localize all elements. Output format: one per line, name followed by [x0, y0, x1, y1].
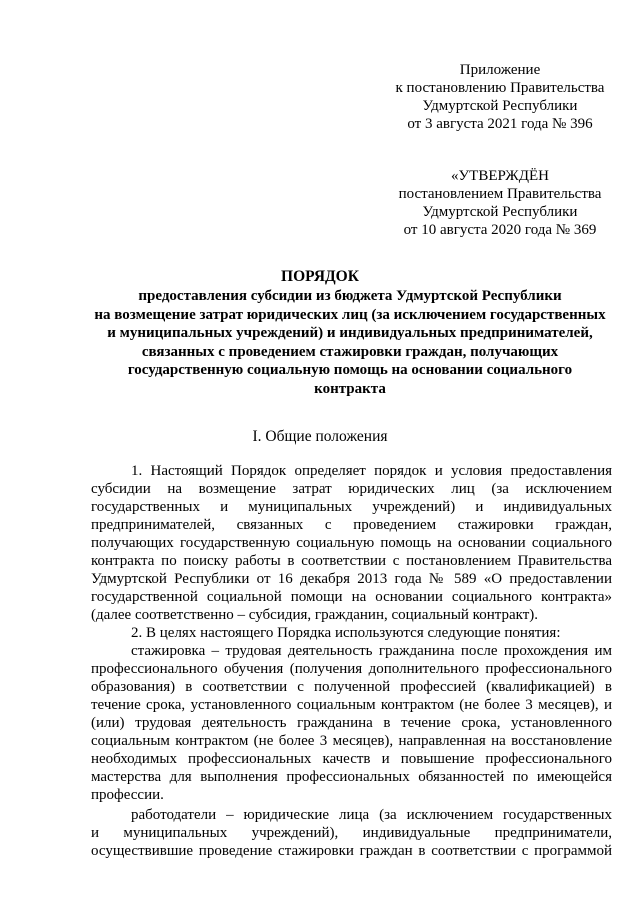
body-line: профессии. — [91, 787, 164, 803]
body-line: предпринимателей, связанных с проведением стажировки граждан, — [91, 517, 612, 533]
section-heading: I. Общие положения — [252, 428, 388, 445]
appendix-line: от 3 августа 2021 года № 396 — [407, 116, 593, 132]
body-line: субсидии на возмещение затрат юридических лиц (за исключением — [91, 481, 612, 497]
body-line: государственных и муниципальных учреждений) и индивидуальных — [91, 499, 612, 515]
appendix-line: Удмуртской Республики — [422, 98, 578, 114]
document-title: ПОРЯДОК — [281, 268, 359, 285]
approval-line: «УТВЕРЖДЁН — [451, 168, 549, 184]
body-line: Удмуртской Республики от 16 декабря 2013 года № 589 «О предоставлении — [91, 571, 612, 587]
body-line: 2. В целях настоящего Порядка используются следующие понятия: — [131, 625, 561, 641]
approval-line: Удмуртской Республики — [422, 204, 578, 220]
approval-block — [390, 167, 610, 239]
body-line: социальным контрактом (не более 3 месяцев), направленная на восстановление — [91, 733, 612, 749]
body-line: образования) в соответствии с полученной профессией (квалификацией) в — [91, 679, 612, 695]
body-line: мастерства для выполнения профессиональных обязанностей по имеющейся — [91, 769, 612, 785]
approval-line: постановлением Правительства — [398, 186, 602, 202]
appendix-block — [390, 61, 610, 133]
document-subtitle — [80, 287, 620, 398]
body-line: (далее соответственно – субсидия, гражданин, социальный контракт). — [91, 607, 539, 623]
subtitle-line: на возмещение затрат юридических лиц (за исключением государственных — [94, 306, 606, 323]
body-line: течение срока, установленного социальным контрактом (не более 3 месяцев), и — [91, 697, 612, 713]
body-line: 1. Настоящий Порядок определяет порядок и условия предоставления — [131, 463, 612, 479]
appendix-line: Приложение — [459, 62, 541, 78]
body-line: получающих государственную социальную помощь на основании социального — [91, 535, 612, 551]
subtitle-line: связанных с проведением стажировки граждан, получающих — [141, 343, 559, 360]
body-line: государственной социальной помощи на основании социального контракта» — [91, 589, 612, 605]
body-line: (или) трудовая деятельность гражданина в течение срока, установленного — [91, 715, 612, 731]
body-line: осуществившие проведение стажировки граждан в соответствии с программой — [91, 843, 612, 859]
body-line: и муниципальных учреждений), индивидуальные предприниматели, — [91, 825, 612, 841]
body-line: стажировка – трудовая деятельность гражданина после прохождения им — [131, 643, 612, 659]
body-line: работодатели – юридические лица (за исключением государственных — [131, 807, 612, 823]
subtitle-line: контракта — [314, 380, 386, 397]
body-line: необходимых профессиональных качеств и повышение профессионального — [91, 751, 612, 767]
subtitle-line: государственную социальную помощь на основании социального — [127, 362, 573, 378]
approval-line: от 10 августа 2020 года № 369 — [403, 222, 597, 238]
subtitle-line: и муниципальных учреждений) и индивидуальных предпринимателей, — [107, 325, 593, 341]
subtitle-line: предоставления субсидии из бюджета Удмуртской Республики — [138, 288, 562, 304]
body-line: контракта по поиску работы в соответствии с постановлением Правительства — [91, 553, 612, 569]
body-line: профессионального обучения (получения дополнительного профессионального — [91, 661, 612, 677]
appendix-line: к постановлению Правительства — [395, 80, 605, 96]
